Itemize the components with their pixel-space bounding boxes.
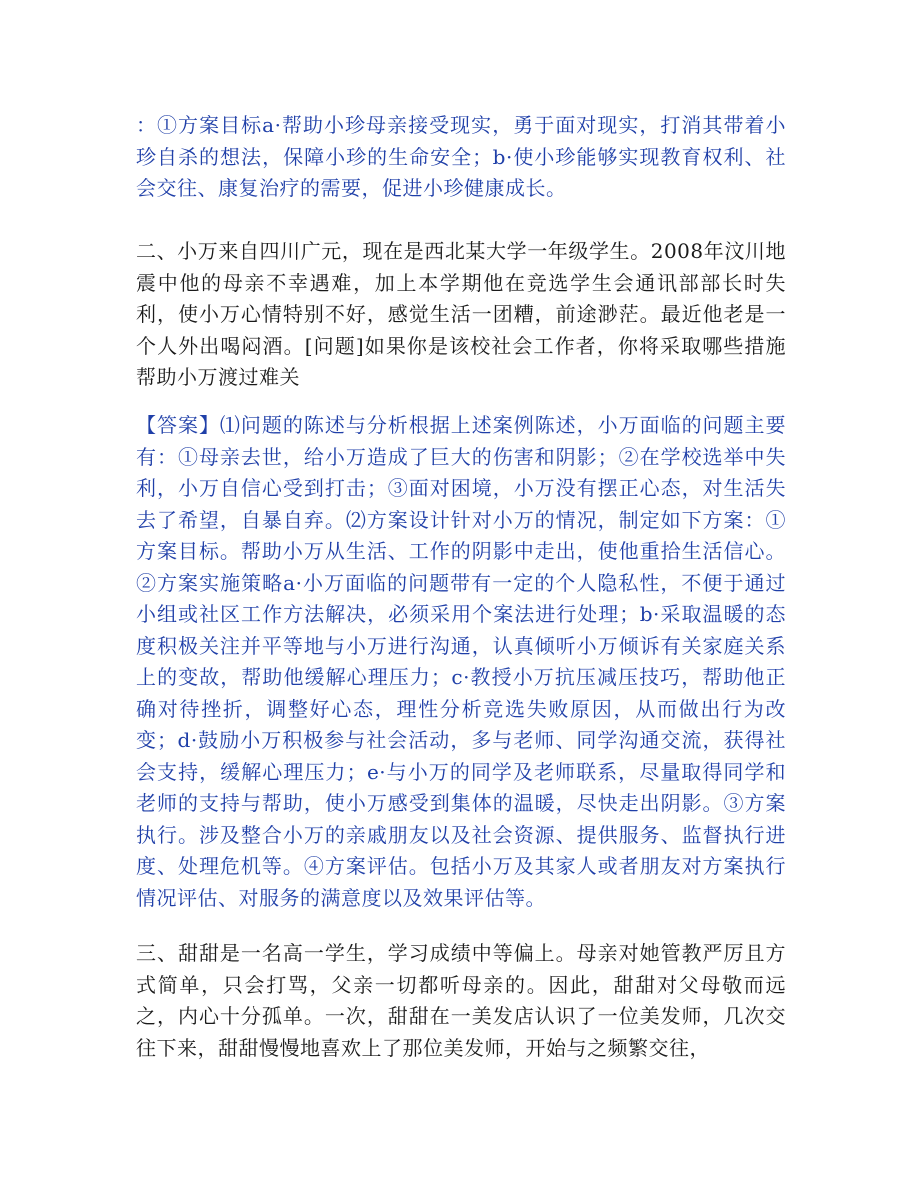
answer-continuation-paragraph: ：①方案目标a·帮助小珍母亲接受现实，勇于面对现实，打消其带着小珍自杀的想法，保障小珍的生命安全；b·使小珍能够实现教育权利、社会交往、康复治疗的需要，促进小珍健康成长。 [136,113,786,200]
answer-2-paragraph: 【答案】⑴问题的陈述与分析根据上述案例陈述，小万面临的问题主要有：①母亲去世，给小万造成了巨大的伤害和阴影；②在学校选举中失利，小万自信心受到打击；③面对困境，小万没有摆正心态，对生活失去了希望，自暴自弃。⑵方案设计针对小万的情况，制定如下方案：①方案目标。帮助小万从生活、工作的阴影中走出，使他重拾生活信心。②方案实施策略a·小万面临的问题带有一定的个人隐私性，不便于通过小组或社区工作方法解决，必须采用个案法进行处理；b·采取温暖的态度积极关注并平等地与小万进行沟通，认真倾听小万倾诉有关家庭关系上的变故，帮助他缓解心理压力；c·教授小万抗压减压技巧，帮助他正确对待挫折，调整好心态，理性分析竞选失败原因，从而做出行为改变；d·鼓励小万积极参与社会活动，多与老师、同学沟通交流，获得社会支持，缓解心理压力；e·与小万的同学及老师联系，尽量取得同学和老师的支持与帮助，使小万感受到集体的温暖，尽快走出阴影。③方案执行。涉及整合小万的亲戚朋友以及社会资源、提供服务、监督执行进度、处理危机等。④方案评估。包括小万及其家人或者朋友对方案执行情况评估、对服务的满意度以及效果评估等。 [136,413,786,910]
question-2-paragraph: 二、小万来自四川广元，现在是西北某大学一年级学生。2008年汶川地震中他的母亲不幸遇难，加上本学期他在竞选学生会通讯部部长时失利，使小万心情特别不好，感觉生活一团糟，前途渺茫。最近他老是一个人外出喝闷酒。[问题]如果你是该校社会工作者，你将采取哪些措施帮助小万渡过难关 [136,239,786,389]
question-3-paragraph: 三、甜甜是一名高一学生，学习成绩中等偏上。母亲对她管教严厉且方式简单，只会打骂，父亲一切都听母亲的。因此，甜甜对父母敬而远之，内心十分孤单。一次，甜甜在一美发店认识了一位美发师，几次交往下来，甜甜慢慢地喜欢上了那位美发师，开始与之频繁交往， [136,941,786,1060]
